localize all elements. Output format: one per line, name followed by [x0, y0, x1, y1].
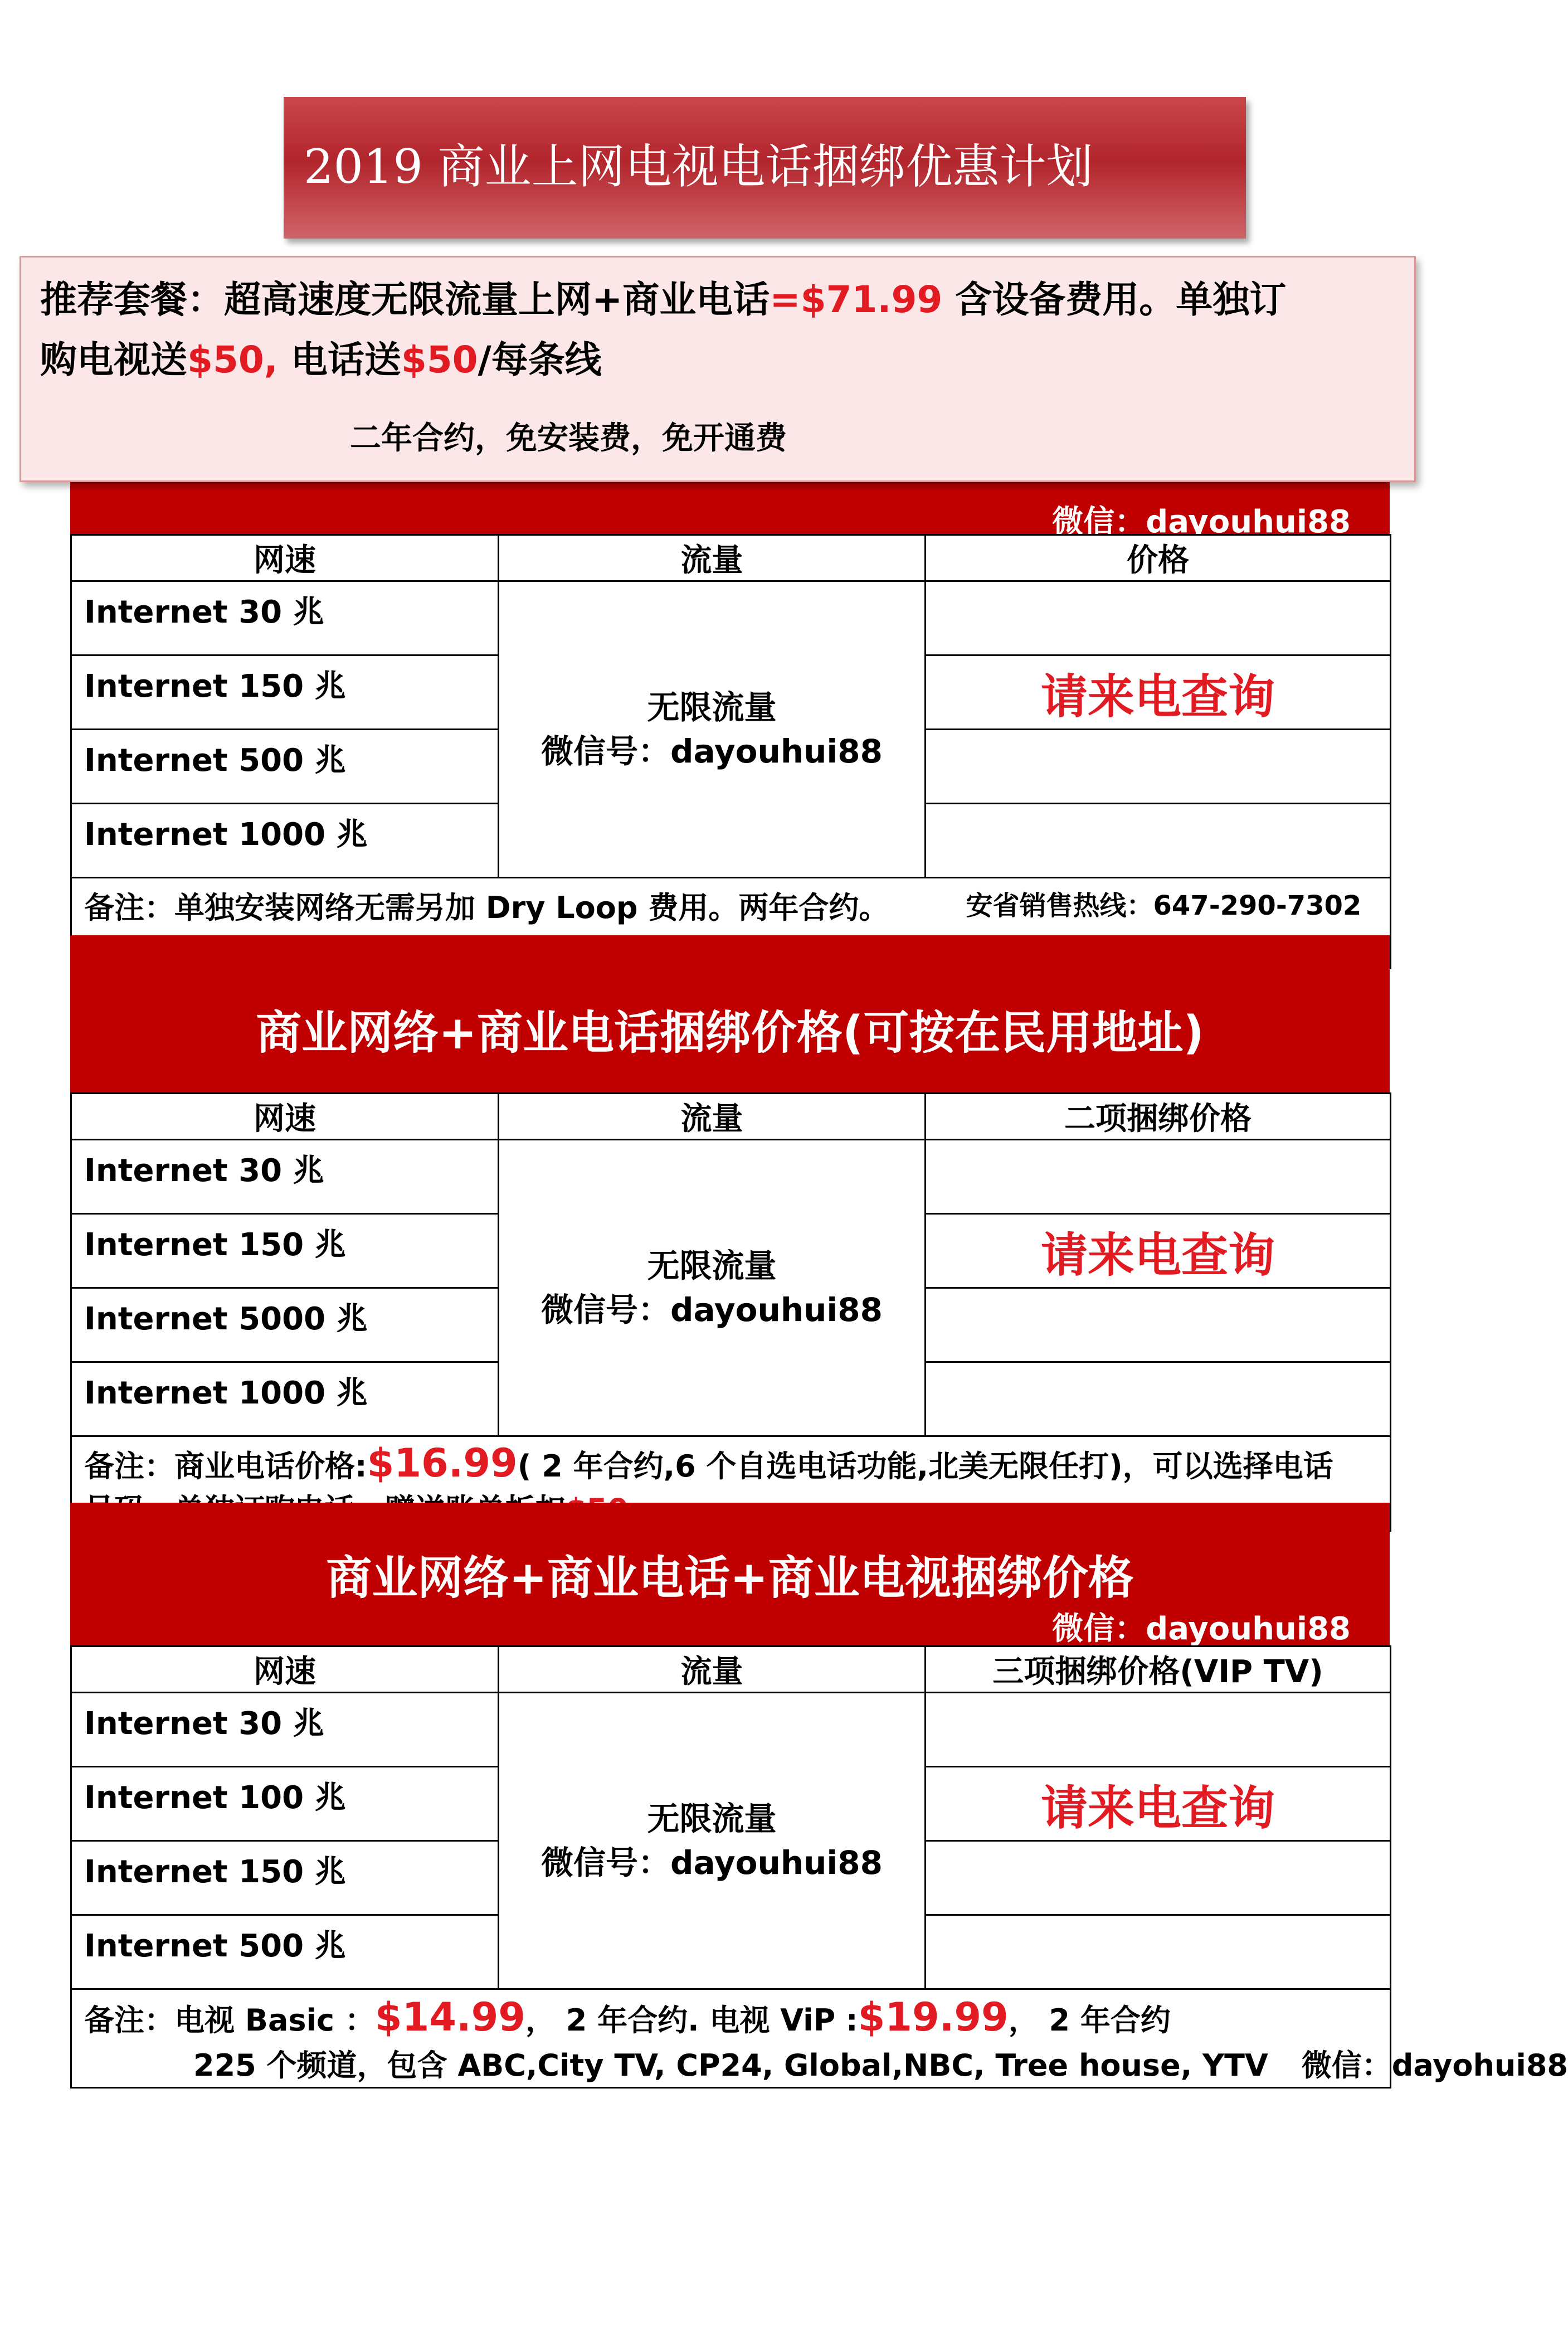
promo-line-2: [40, 330, 602, 383]
note-text: ， 2 年合约. 电视 ViP :: [525, 2003, 858, 2038]
note-row: [71, 1989, 1391, 2088]
promo-tv-gift: $50,: [187, 338, 278, 381]
section2-band: [70, 935, 1390, 1094]
page-title: 2019 商业上网电视电话捆绑优惠计划: [304, 139, 1093, 194]
section3-wechat: 微信：dayouhui88: [1052, 1611, 1351, 1647]
section3-title: 商业网络+商业电话+商业电视捆绑价格: [326, 1552, 1134, 1605]
table-header-row: [71, 1647, 1391, 1693]
price-cell: [926, 1693, 1391, 1767]
promo-terms: 二年合约，免安装费，免开通费: [350, 420, 787, 456]
table-row: [71, 581, 1391, 655]
note-text: 备注：商业电话价格:: [84, 1449, 367, 1484]
title-banner: [284, 97, 1246, 239]
section1-table: [70, 534, 1391, 969]
phone-price: $16.99: [367, 1440, 518, 1486]
price-cell: [926, 1767, 1391, 1841]
price-cell: [926, 1288, 1391, 1362]
section3-note-line2: [84, 2044, 1568, 2087]
speed-cell: Internet 500 兆: [71, 1915, 499, 1989]
promo-text: 推荐套餐：超高速度无限流量上网+商业电话: [40, 278, 770, 321]
speed-cell: Internet 1000 兆: [71, 804, 499, 878]
header-speed: 网速: [71, 1647, 499, 1693]
speed-cell: Internet 150 兆: [71, 655, 499, 730]
table-row: [71, 1693, 1391, 1767]
header-price: 二项捆绑价格: [926, 1094, 1391, 1140]
flow-unlimited: 无限流量: [647, 1800, 777, 1838]
section1-note: 备注：单独安装网络无需另加 Dry Loop 费用。两年合约。: [84, 890, 889, 925]
speed-cell: Internet 1000 兆: [71, 1362, 499, 1436]
tv-vip-price: $19.99: [858, 1994, 1009, 2040]
header-price: 价格: [926, 535, 1391, 581]
price-cell: [926, 655, 1391, 730]
speed-cell: Internet 100 兆: [71, 1767, 499, 1841]
table-header-row: [71, 535, 1391, 581]
flow-cell: [499, 1140, 926, 1436]
flow-cell: [499, 1693, 926, 1989]
flow-unlimited: 无限流量: [647, 1247, 777, 1285]
speed-cell: Internet 500 兆: [71, 730, 499, 804]
promo-text: /每条线: [478, 338, 602, 381]
section2-table: [70, 1092, 1391, 1532]
note-wechat: 微信：dayohui88: [1301, 2048, 1568, 2083]
promo-line-1: [40, 270, 1286, 323]
price-cell: [926, 1362, 1391, 1436]
speed-cell: Internet 5000 兆: [71, 1288, 499, 1362]
channel-list: 225 个频道，包含 ABC,City TV, CP24, Global,NBC, Tree house, YTV: [193, 2048, 1268, 2083]
section3-note-line1: [84, 1990, 1390, 2044]
price-cell: [926, 1140, 1391, 1214]
header-speed: 网速: [71, 535, 499, 581]
price-cell: [926, 581, 1391, 655]
flow-wechat: 微信号：dayouhui88: [541, 1290, 883, 1329]
speed-cell: Internet 30 兆: [71, 581, 499, 655]
note-text: 备注：电视 Basic ：: [84, 2003, 375, 2038]
price-cell: [926, 1915, 1391, 1989]
header-flow: 流量: [499, 1647, 926, 1693]
table-header-row: [71, 1094, 1391, 1140]
price-inquiry: 请来电查询: [1040, 669, 1275, 724]
tv-basic-price: $14.99: [374, 1994, 525, 2040]
promo-text: 电话送: [277, 338, 401, 381]
flow-cell: [499, 581, 926, 878]
price-cell: [926, 804, 1391, 878]
note-cell: [71, 1989, 1568, 2088]
speed-cell: Internet 30 兆: [71, 1140, 499, 1214]
flow-wechat: 微信号：dayouhui88: [541, 732, 883, 770]
section3-band: [70, 1503, 1390, 1645]
flow-wechat: 微信号：dayouhui88: [541, 1843, 883, 1882]
note-text: ( 2 年合约,6 个自选电话功能,北美无限任打)，可以选择电话: [517, 1449, 1333, 1484]
table-row: [71, 1140, 1391, 1214]
price-cell: [926, 730, 1391, 804]
price-inquiry: 请来电查询: [1040, 1781, 1275, 1835]
header-flow: 流量: [499, 1094, 926, 1140]
promo-price: =$71.99: [770, 278, 943, 321]
price-cell: [926, 1214, 1391, 1288]
promo-text: 含设备费用。单独订: [942, 278, 1287, 321]
header-price: 三项捆绑价格(VIP TV): [926, 1647, 1391, 1693]
price-cell: [926, 1841, 1391, 1915]
section3-table: [70, 1645, 1568, 2089]
header-speed: 网速: [71, 1094, 499, 1140]
flow-unlimited: 无限流量: [647, 688, 777, 727]
section2-note-line1: [84, 1437, 1390, 1490]
section2-title: 商业网络+商业电话捆绑价格(可按在民用地址): [256, 1007, 1204, 1060]
price-inquiry: 请来电查询: [1040, 1228, 1275, 1283]
promo-phone-gift: $50: [401, 338, 478, 381]
header-flow: 流量: [499, 535, 926, 581]
speed-cell: Internet 150 兆: [71, 1214, 499, 1288]
promo-box: [20, 256, 1416, 482]
note-text: ， 2 年合约: [1008, 2003, 1171, 2038]
speed-cell: Internet 30 兆: [71, 1693, 499, 1767]
sales-hotline: 安省销售热线：647-290-7302: [966, 890, 1362, 921]
section1-wechat: 微信：dayouhui88: [1052, 504, 1351, 540]
speed-cell: Internet 150 兆: [71, 1841, 499, 1915]
promo-text: 购电视送: [40, 338, 187, 381]
